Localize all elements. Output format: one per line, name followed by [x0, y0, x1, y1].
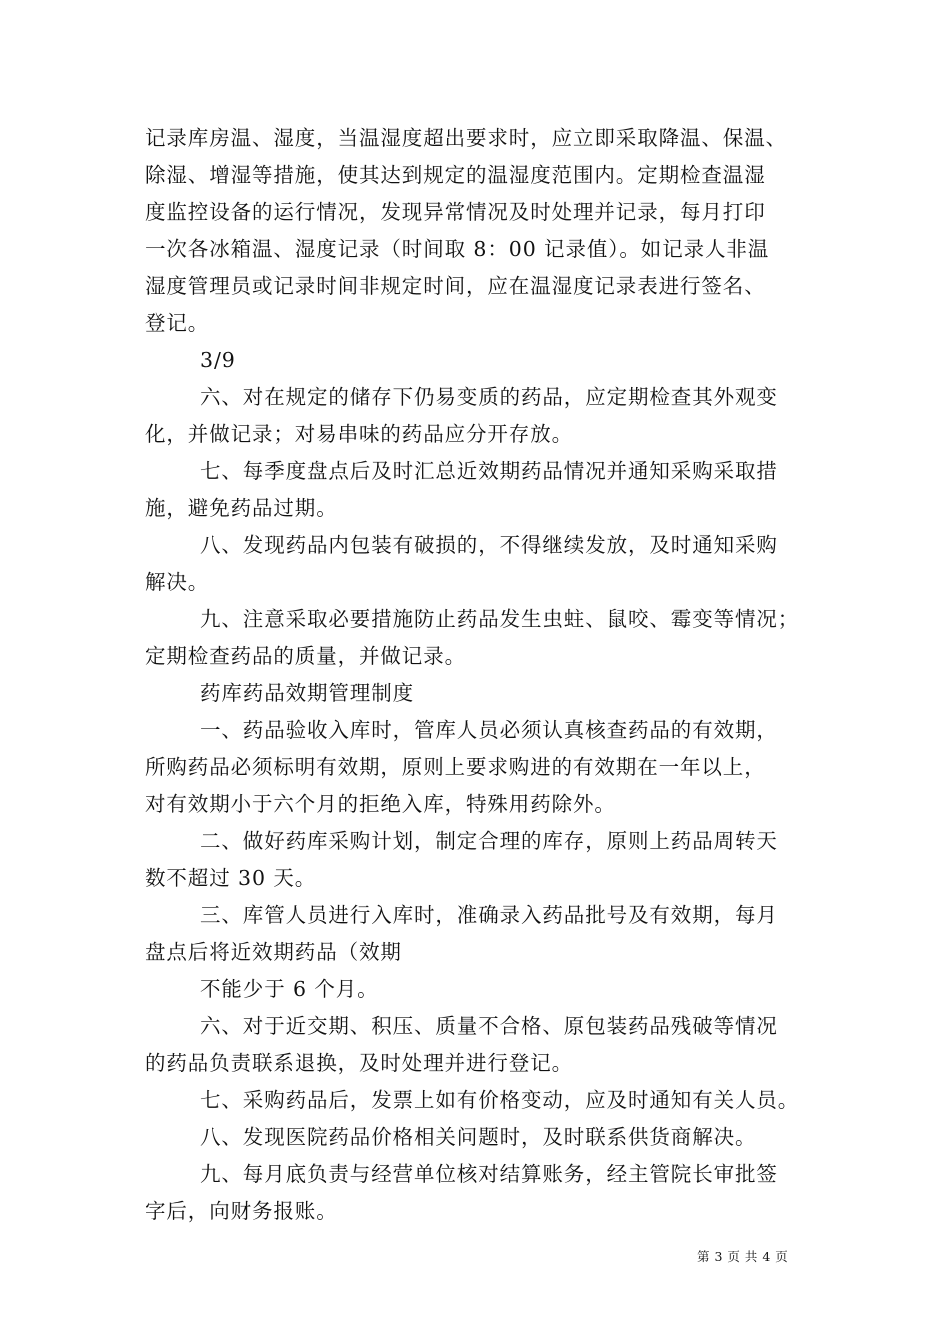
- text-line: 对有效期小于六个月的拒绝入库，特殊用药除外。: [145, 792, 616, 816]
- page-number-footer: 第 3 页 共 4 页: [697, 1249, 789, 1264]
- text-line: 六、对于近交期、积压、质量不合格、原包装药品残破等情况: [200, 1014, 778, 1038]
- text-line: 七、采购药品后，发票上如有价格变动，应及时通知有关人员。: [200, 1088, 800, 1112]
- text-line: 定期检查药品的质量，并做记录。: [145, 644, 466, 668]
- text-line: 一、药品验收入库时，管库人员必须认真核查药品的有效期，: [200, 718, 778, 742]
- text-line: 盘点后将近效期药品（效期: [145, 940, 402, 964]
- text-line: 九、注意采取必要措施防止药品发生虫蛀、鼠咬、霉变等情况；: [200, 607, 800, 631]
- text-line: 三、库管人员进行入库时，准确录入药品批号及有效期，每月: [200, 903, 778, 927]
- text-line: 除湿、增湿等措施，使其达到规定的温湿度范围内。定期检查温湿: [145, 163, 766, 187]
- text-line: 数不超过 30 天。: [145, 866, 317, 890]
- text-line: 六、对在规定的储存下仍易变质的药品，应定期检查其外观变: [200, 385, 778, 409]
- text-line: 不能少于 6 个月。: [200, 977, 379, 1001]
- text-line: 九、每月底负责与经营单位核对结算账务，经主管院长审批签: [200, 1162, 778, 1186]
- text-line: 施，避免药品过期。: [145, 496, 338, 520]
- text-line: 八、发现药品内包装有破损的，不得继续发放，及时通知采购: [200, 533, 778, 557]
- text-line: 度监控设备的运行情况，发现异常情况及时处理并记录，每月打印: [145, 200, 766, 224]
- section-heading: 药库药品效期管理制度: [200, 681, 414, 705]
- text-line: 所购药品必须标明有效期，原则上要求购进的有效期在一年以上，: [145, 755, 766, 779]
- page-marker: 3/9: [200, 348, 236, 372]
- text-line: 一次各冰箱温、湿度记录（时间取 8：00 记录值）。如记录人非温: [145, 237, 770, 261]
- text-line: 二、做好药库采购计划，制定合理的库存，原则上药品周转天: [200, 829, 778, 853]
- text-line: 八、发现医院药品价格相关问题时，及时联系供货商解决。: [200, 1125, 757, 1149]
- text-line: 湿度管理员或记录时间非规定时间，应在温湿度记录表进行签名、: [145, 274, 766, 298]
- text-line: 记录库房温、湿度，当温湿度超出要求时，应立即采取降温、保温、: [145, 126, 787, 150]
- text-line: 登记。: [145, 311, 210, 335]
- text-line: 字后，向财务报账。: [145, 1199, 338, 1223]
- text-line: 的药品负责联系退换，及时处理并进行登记。: [145, 1051, 573, 1075]
- text-line: 七、每季度盘点后及时汇总近效期药品情况并通知采购采取措: [200, 459, 778, 483]
- text-line: 解决。: [145, 570, 210, 594]
- text-line: 化，并做记录；对易串味的药品应分开存放。: [145, 422, 573, 446]
